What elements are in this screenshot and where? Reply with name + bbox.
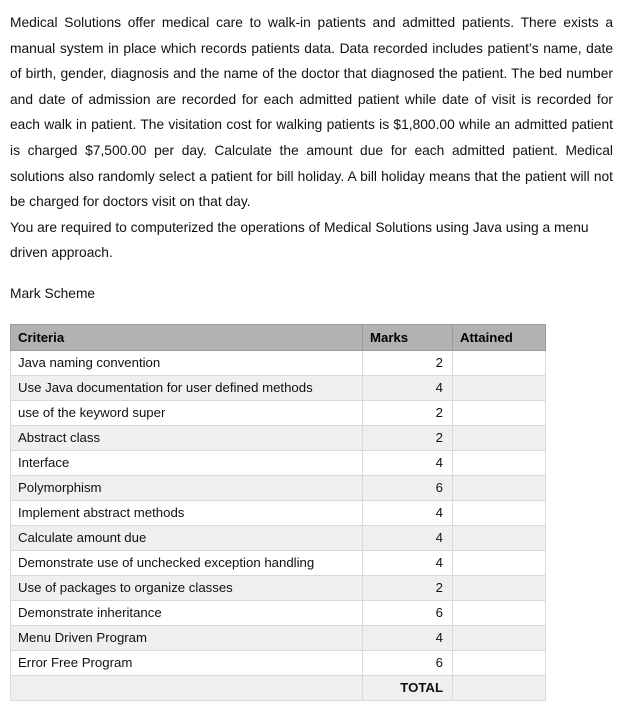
attained-cell [453,400,546,425]
attained-cell [453,450,546,475]
attained-cell [453,350,546,375]
table-row [11,625,546,650]
marks-cell: 4 [363,500,453,525]
attained-cell [453,525,546,550]
table-row [11,525,546,550]
table-row [11,350,546,375]
table-row [11,425,546,450]
column-header-attained: Attained [453,324,546,350]
criteria-cell: use of the keyword super [11,400,363,425]
criteria-cell: Abstract class [11,425,363,450]
criteria-cell: Use Java documentation for user defined methods [11,375,363,400]
total-attained-cell [453,675,546,700]
table-row [11,600,546,625]
table-header-row [11,324,546,350]
marks-cell: 6 [363,600,453,625]
marks-cell: 4 [363,450,453,475]
attained-cell [453,600,546,625]
total-criteria-cell [11,675,363,700]
attained-cell [453,425,546,450]
marks-cell: 2 [363,575,453,600]
attained-cell [453,500,546,525]
mark-scheme-heading: Mark Scheme [10,285,96,301]
column-header-criteria: Criteria [11,324,363,350]
assignment-requirement-paragraph: You are required to computerized the operations of Medical Solutions using Java using a menu driven approach. [10,219,589,261]
total-label-cell: TOTAL [363,675,453,700]
table-row [11,500,546,525]
marks-cell: 4 [363,525,453,550]
column-header-marks: Marks [363,324,453,350]
marks-cell: 4 [363,375,453,400]
criteria-cell: Error Free Program [11,650,363,675]
attained-cell [453,650,546,675]
marks-cell: 6 [363,650,453,675]
marks-cell: 2 [363,425,453,450]
attained-cell [453,475,546,500]
criteria-cell: Interface [11,450,363,475]
document-page [0,0,623,301]
table-row [11,550,546,575]
table-row [11,375,546,400]
criteria-cell: Use of packages to organize classes [11,575,363,600]
criteria-cell: Implement abstract methods [11,500,363,525]
mark-scheme-table [10,324,546,701]
attained-cell [453,550,546,575]
marks-cell: 2 [363,400,453,425]
criteria-cell: Calculate amount due [11,525,363,550]
assignment-description-paragraph: Medical Solutions offer medical care to walk-in patients and admitted patients. There exists a manual system in place which records patients data. Data recorded includes patient’s name, date of birth, gender, diagnosis and the name of the doctor that diagnosed the patient. The bed number and date of admission are recorded for each admitted patient while date of visit is recorded for each walk in patient. The visitation cost for walking patients is $1,800.00 while an admitted patient is charged $7,500.00 per day. Calculate the amount due for each admitted patient. Medical solutions also randomly select a patient for bill holiday. A bill holiday means that the patient will not be charged for doctors visit on that day. [10,15,613,210]
attained-cell [453,625,546,650]
table-row [11,475,546,500]
table-row [11,400,546,425]
table-row [11,450,546,475]
criteria-cell: Demonstrate use of unchecked exception handling [11,550,363,575]
table-row [11,650,546,675]
marks-cell: 6 [363,475,453,500]
total-row [11,675,546,700]
marks-cell: 2 [363,350,453,375]
attained-cell [453,375,546,400]
total-row-body [11,675,546,700]
table-row [11,575,546,600]
marks-cell: 4 [363,625,453,650]
marks-cell: 4 [363,550,453,575]
criteria-cell: Polymorphism [11,475,363,500]
criteria-cell: Java naming convention [11,350,363,375]
table-body [11,350,546,675]
attained-cell [453,575,546,600]
criteria-cell: Demonstrate inheritance [11,600,363,625]
criteria-cell: Menu Driven Program [11,625,363,650]
